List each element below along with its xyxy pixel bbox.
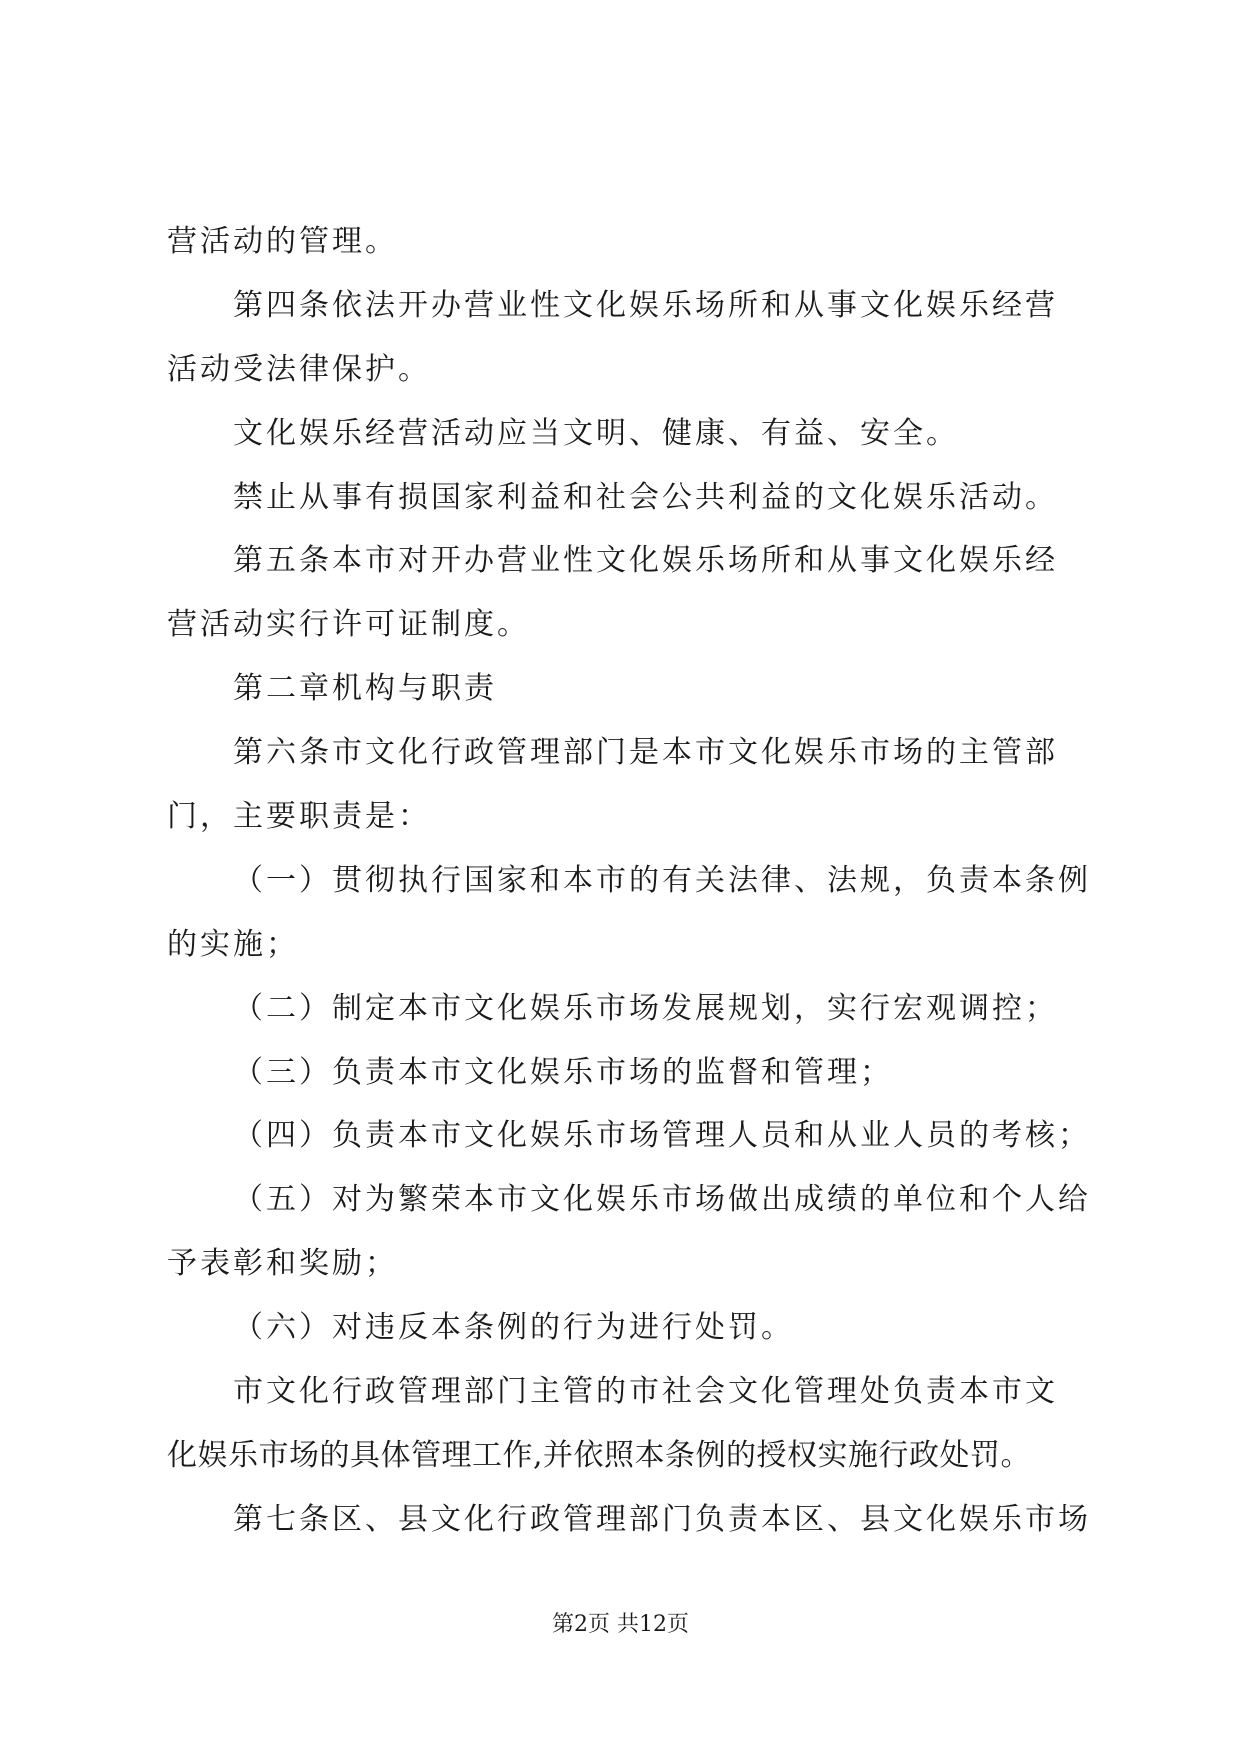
- page-footer: 第2页 共12页: [552, 1612, 689, 1637]
- text-line: 第五条本市对开办营业性文化娱乐场所和从事文化娱乐经: [233, 543, 1058, 579]
- text-line: 文化娱乐经营活动应当文明、健康、有益、安全。: [233, 415, 959, 451]
- text-line: （五）对为繁荣本市文化娱乐市场做出成绩的单位和个人给: [233, 1182, 1091, 1218]
- text-line: 第七条区、县文化行政管理部门负责本区、县文化娱乐市场: [233, 1501, 1091, 1537]
- text-line: 化娱乐市场的具体管理工作,并依照本条例的授权实施行政处罚。: [167, 1437, 1032, 1473]
- text-line: 予表彰和奖励；: [167, 1246, 398, 1282]
- text-line: （三）负责本市文化娱乐市场的监督和管理；: [233, 1054, 893, 1090]
- text-line: 门，主要职责是：: [167, 799, 431, 835]
- text-line: 的实施；: [167, 926, 299, 962]
- text-line: 第四条依法开办营业性文化娱乐场所和从事文化娱乐经营: [233, 287, 1058, 323]
- document-body: [167, 224, 1091, 1568]
- text-line: （二）制定本市文化娱乐市场发展规划，实行宏观调控；: [233, 990, 1058, 1026]
- text-line: 第六条市文化行政管理部门是本市文化娱乐市场的主管部: [233, 735, 1058, 771]
- text-line: （一）贯彻执行国家和本市的有关法律、法规，负责本条例: [233, 862, 1091, 898]
- text-line: （四）负责本市文化娱乐市场管理人员和从业人员的考核；: [233, 1118, 1091, 1154]
- text-line: 活动受法律保护。: [167, 351, 431, 387]
- text-line: 营活动实行许可证制度。: [167, 607, 530, 643]
- text-line: 市文化行政管理部门主管的市社会文化管理处负责本市文: [233, 1374, 1058, 1410]
- text-line: 第二章机构与职责: [233, 671, 497, 707]
- text-line: 营活动的管理。: [167, 224, 398, 259]
- text-line: 禁止从事有损国家利益和社会公共利益的文化娱乐活动。: [233, 479, 1058, 515]
- text-line: （六）对违反本条例的行为进行处罚。: [233, 1310, 794, 1346]
